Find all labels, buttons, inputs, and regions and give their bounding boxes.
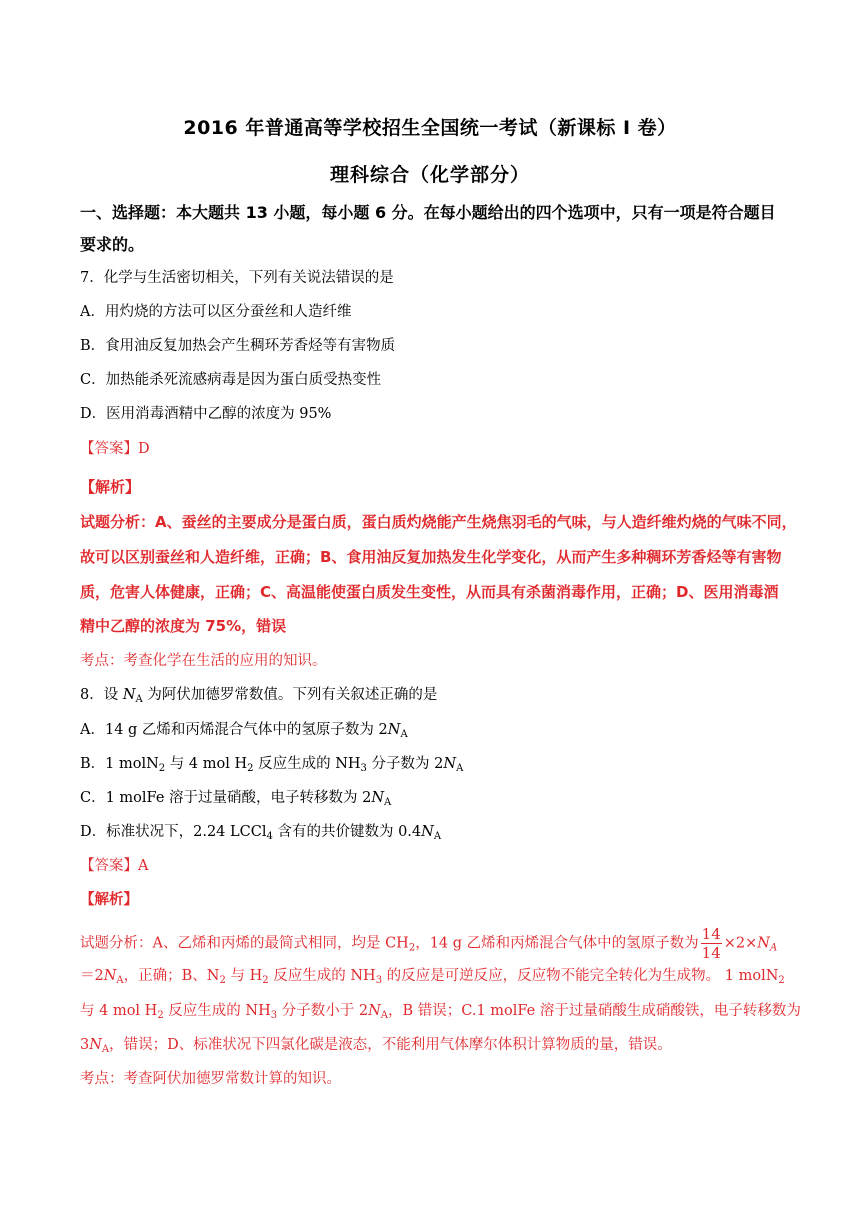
q7-option-d: D．医用消毒酒精中乙醇的浓度为 95% [80, 406, 332, 422]
section-heading: 一、选择题：本大题共 13 小题，每小题 6 分。在每小题给出的四个选项中，只有一项是符合题目要求的。 [80, 203, 776, 254]
q7-stem: 7．化学与生活密切相关，下列有关说法错误的是 [80, 270, 394, 286]
q8-analysis-label: 【解析】 [80, 891, 138, 908]
q7-option-a: A．用灼烧的方法可以区分蚕丝和人造纤维 [80, 304, 352, 320]
q7-option-c: C．加热能杀死流感病毒是因为蛋白质受热变性 [80, 372, 382, 388]
q8-option-c: C．1 molFe 溶于过量硝酸，电子转移数为 $2N_A$ [80, 790, 392, 808]
q8-option-d: D．标准状况下，2.24 LCCl$_4$ 含有的共价键数为 $0.4N_A$ [80, 824, 442, 842]
q8-kaodian: 考点：考查阿伏加德罗常数计算的知识。 [80, 1071, 341, 1087]
fraction: $\frac{14}{14}$ [701, 925, 721, 962]
q7-option-b: B．食用油反复加热会产生稠环芳香烃等有害物质 [80, 338, 396, 354]
q8-option-b: B．1 molN$_2$ 与 4 mol $H_2$ 反应生成的 $NH_3$ 分子数为 $2N_A$ [80, 756, 464, 774]
q7-analysis-line: 故可以区别蚕丝和人造纤维，正确；B、食用油反复加热发生化学变化，从而产生多种稠环芳香烃等有害物 [80, 548, 782, 566]
q7-analysis-line: 试题分析：A、蚕丝的主要成分是蛋白质，蛋白质灼烧能产生烧焦羽毛的气味，与人造纤维灼烧的气味不同， [80, 513, 797, 531]
q8-option-a: A．14 g 乙烯和丙烯混合气体中的氢原子数为 $2N_A$ [80, 722, 408, 740]
exam-subtitle: 理科综合（化学部分） [329, 164, 530, 186]
q7-analysis-line: 精中乙醇的浓度为 75%，错误 [80, 617, 287, 635]
q8-analysis-line: $3N_A$，错误；D、标准状况下四氯化碳是液态，不能利用气体摩尔体积计算物质的量，错误。 [80, 1037, 672, 1055]
q7-analysis-line: 质，危害人体健康，正确；C、高温能使蛋白质发生变性，从而具有杀菌消毒作用，正确；D、医用消毒酒 [80, 583, 779, 601]
exam-title: 2016 年普通高等学校招生全国统一考试（新课标 I 卷） [183, 117, 677, 139]
q8-stem: 8．设 $N_A$ 为阿伏加德罗常数值。下列有关叙述正确的是 [80, 687, 438, 705]
q7-answer: 【答案】D [80, 441, 150, 457]
q8-analysis-line: $=2N_A$，正确；B、$N_2$ 与 $H_2$ 反应生成的 $NH_3$ 的反应是可逆反应，反应物不能完全转化为生成物。 1 molN$_2$ [80, 968, 785, 986]
q8-answer: 【答案】A [80, 858, 149, 874]
q7-analysis-label: 【解析】 [80, 478, 141, 496]
q8-analysis-line: 与 4 mol $H_2$ 反应生成的 $NH_3$ 分子数小于 $2N_A$，B 错误；C.1 molFe 溶于过量硝酸生成硝酸铁，电子转移数为 [80, 1003, 801, 1021]
q7-kaodian: 考点：考查化学在生活的应用的知识。 [80, 653, 327, 669]
q8-analysis-line: 试题分析：A、乙烯和丙烯的最简式相同，均是 $CH_2$，14 g 乙烯和丙烯混合气体中的氢原子数为 $\frac{14}{14}$ $\times 2\times N_A$ [80, 925, 778, 962]
